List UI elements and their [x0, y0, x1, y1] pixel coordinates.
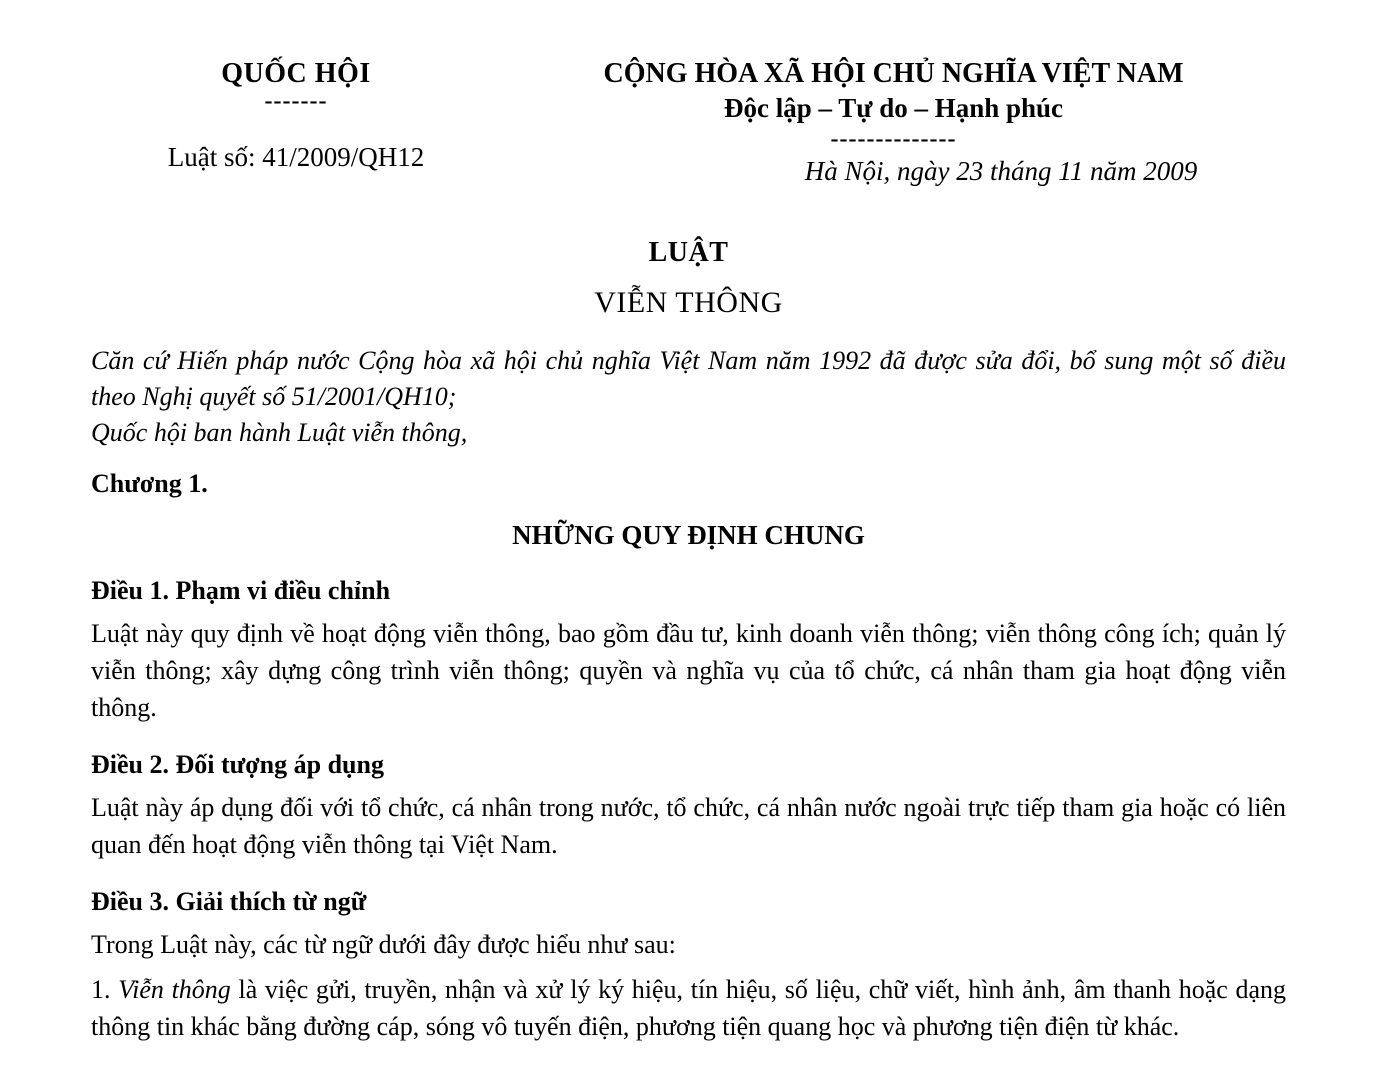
preamble [91, 343, 1286, 451]
chapter-title: NHỮNG QUY ĐỊNH CHUNG [512, 520, 865, 550]
header-right-divider: -------------- [830, 126, 957, 152]
definition-text: là việc gửi, truyền, nhận và xử lý ký hiệu, tín hiệu, số liệu, chữ viết, hình ảnh, âm thanh hoặc dạng thông tin khác bằng đường cáp, sóng vô tuyến điện, phương tiện quang học và phương tiện điện từ khác. [91, 975, 1287, 1041]
country-name: CỘNG HÒA XÃ HỘI CHỦ NGHĨA VIỆT NAM [603, 58, 1184, 89]
place-and-date: Hà Nội, ngày 23 tháng 11 năm 2009 [804, 156, 1198, 186]
article-2 [91, 749, 1286, 863]
preamble-enactment: Quốc hội ban hành Luật viễn thông, [91, 418, 468, 447]
document-subject: VIỄN THÔNG [594, 286, 783, 319]
document-title-block [91, 237, 1286, 320]
preamble-basis: Căn cứ Hiến pháp nước Cộng hòa xã hội chủ nghĩa Việt Nam năm 1992 đã được sửa đổi, bổ sung một số điều theo Nghị quyết số 51/2001/QH10; [91, 346, 1286, 411]
issuing-authority-block [91, 58, 501, 187]
document-header [91, 58, 1286, 187]
national-header-block [501, 58, 1286, 187]
law-number: Luật số: 41/2009/QH12 [167, 142, 425, 172]
article-1-body: Luật này quy định về hoạt động viễn thông, bao gồm đầu tư, kinh doanh viễn thông; viễn thông công ích; quản lý viễn thông; xây dựng công trình viễn thông; quyền và nghĩa vụ của tổ chức, cá nhân tham gia hoạt động viễn thông. [91, 619, 1286, 722]
article-3-intro: Trong Luật này, các từ ngữ dưới đây được hiểu như sau: [91, 930, 676, 959]
definition-number: 1. [91, 975, 119, 1004]
issuing-authority: QUỐC HỘI [221, 58, 371, 89]
article-3-heading: Điều 3. Giải thích từ ngữ [91, 887, 367, 916]
article-1 [91, 575, 1286, 726]
document-title: LUẬT [648, 237, 729, 268]
article-2-heading: Điều 2. Đối tượng áp dụng [91, 750, 384, 779]
header-left-divider: ------- [264, 88, 328, 114]
article-1-heading: Điều 1. Phạm vi điều chỉnh [91, 576, 391, 605]
chapter-label: Chương 1. [91, 469, 208, 498]
article-3 [91, 886, 1286, 1045]
chapter-1 [91, 468, 1286, 552]
article-2-body: Luật này áp dụng đối với tổ chức, cá nhân trong nước, tổ chức, cá nhân nước ngoài trực tiếp tham gia hoặc có liên quan đến hoạt động viễn thông tại Việt Nam. [91, 793, 1286, 859]
national-motto: Độc lập – Tự do – Hạnh phúc [723, 93, 1064, 123]
definition-term: Viễn thông [118, 975, 231, 1004]
definition-item-1 [91, 971, 1286, 1045]
